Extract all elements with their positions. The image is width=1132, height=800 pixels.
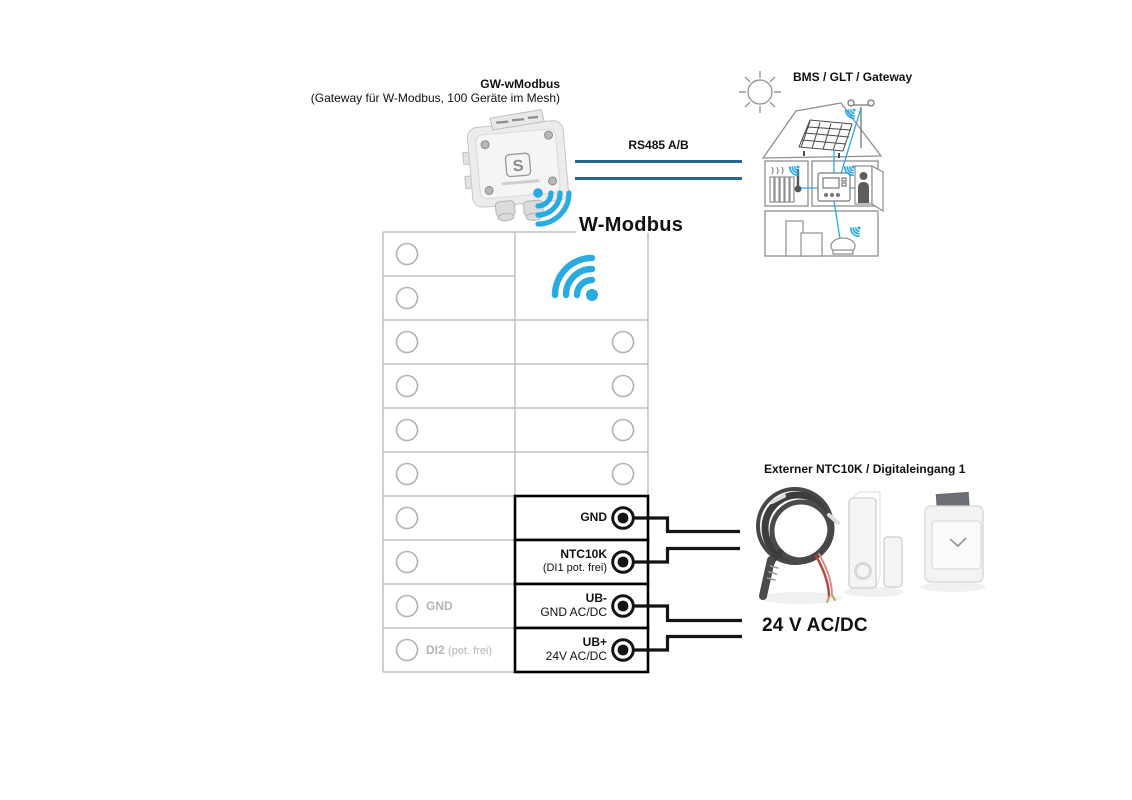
sensor-pod: [831, 238, 855, 254]
cell-ubplus-line1: UB+: [582, 635, 607, 649]
door-contact-image: [849, 492, 902, 588]
cell-ubminus-line2: GND AC/DC: [540, 604, 607, 619]
di2-suffix: (pot. frei): [448, 645, 493, 657]
cell-ubminus-line1: UB-: [585, 591, 607, 605]
supply-voltage-label: 24 V AC/DC: [762, 615, 868, 636]
left-label-di2: [426, 644, 492, 659]
sun-icon: [739, 71, 781, 113]
left-label-gnd: GND: [426, 599, 453, 613]
external-io-label: Externer NTC10K / Digitaleingang 1: [764, 462, 966, 476]
door-person: [855, 166, 883, 211]
rs485-label: RS485 A/B: [628, 138, 689, 152]
cell-label-ub-minus: [540, 592, 607, 619]
ntc-probe-image: [758, 489, 838, 602]
wmodbus-wifi-icon: [555, 258, 598, 301]
cell-label-ub-plus: [546, 636, 607, 663]
building-illustration: [763, 100, 883, 256]
cell-label-gnd: [580, 511, 607, 525]
gateway-title: GW-wModbus: [480, 77, 560, 91]
cell-ntc-line1: NTC10K: [560, 547, 607, 561]
gateway-logo: S: [512, 157, 525, 176]
cell-ntc-line2: (DI1 pot. frei): [542, 561, 607, 574]
gateway-subtitle: (Gateway für W-Modbus, 100 Geräte im Mesh): [310, 90, 560, 105]
cell-label-ntc10k: [543, 548, 607, 575]
di2-label: DI2: [426, 643, 445, 657]
card-switch-image: [925, 492, 983, 582]
cell-gnd-line1: GND: [580, 510, 607, 524]
rs485-lines: [575, 160, 742, 180]
gateway-caption: [311, 78, 560, 105]
room-controller: [818, 173, 850, 201]
bms-label: BMS / GLT / Gateway: [793, 70, 913, 84]
cell-ubplus-line2: 24V AC/DC: [545, 648, 607, 663]
wmodbus-label: W-Modbus: [576, 219, 686, 233]
